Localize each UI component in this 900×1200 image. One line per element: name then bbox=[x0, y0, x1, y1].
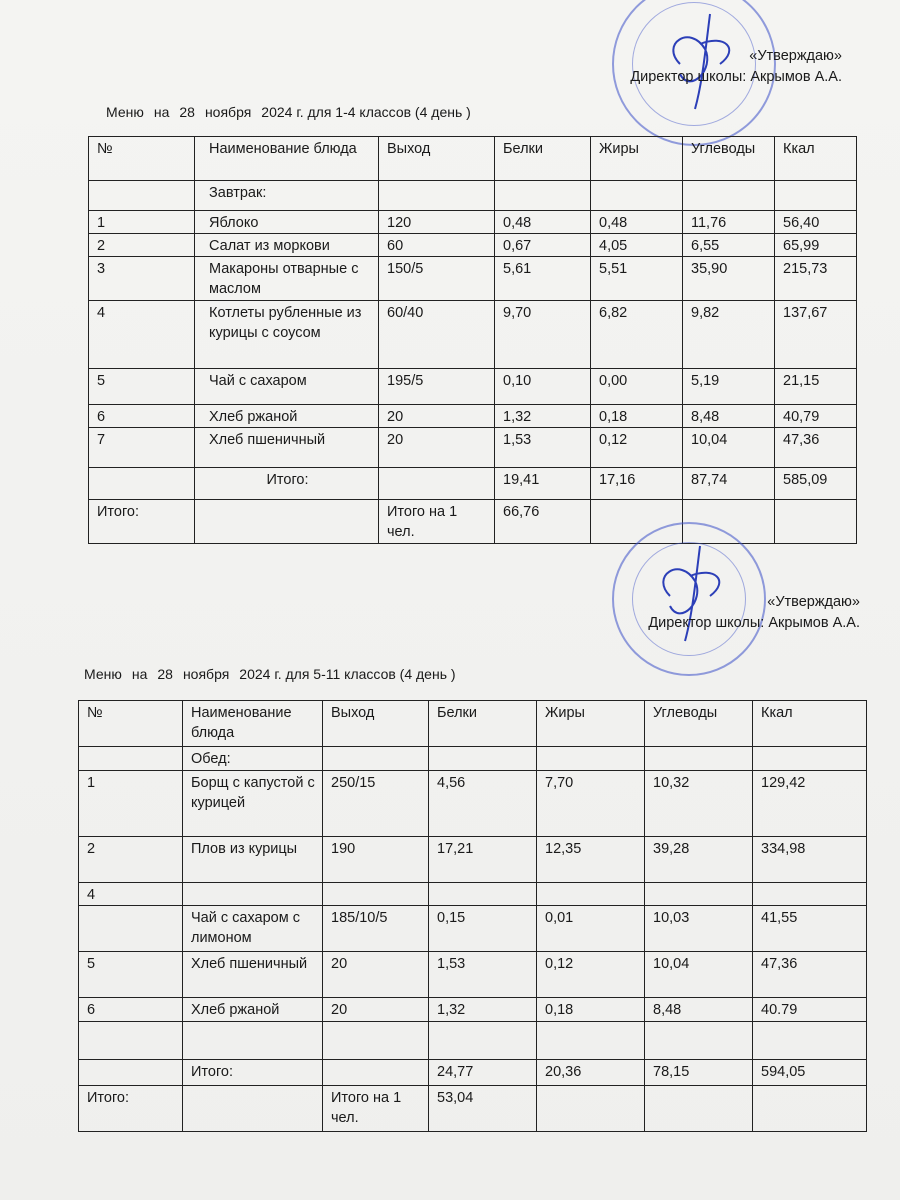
table-cell bbox=[775, 500, 857, 544]
table-cell: 10,04 bbox=[683, 428, 775, 468]
table-cell: 40,79 bbox=[775, 405, 857, 428]
table-row bbox=[79, 998, 867, 1022]
table-cell: 65,99 bbox=[775, 234, 857, 257]
table-cell bbox=[183, 1022, 323, 1060]
table-cell: Белки bbox=[429, 701, 537, 747]
table-cell bbox=[89, 468, 195, 500]
table-row bbox=[89, 405, 857, 428]
table-cell: 9,70 bbox=[495, 301, 591, 369]
table-cell: 0,15 bbox=[429, 906, 537, 952]
table-cell: 0,01 bbox=[537, 906, 645, 952]
table-cell: Итого на 1 чел. bbox=[323, 1086, 429, 1132]
table-cell bbox=[79, 747, 183, 771]
table-cell: 87,74 bbox=[683, 468, 775, 500]
table-cell: 0,18 bbox=[591, 405, 683, 428]
table-cell: 5,19 bbox=[683, 369, 775, 405]
table-cell bbox=[645, 747, 753, 771]
table-cell bbox=[591, 181, 683, 211]
table-cell: 12,35 bbox=[537, 837, 645, 883]
table-cell: Выход bbox=[379, 137, 495, 181]
table-cell: Хлеб ржаной bbox=[183, 998, 323, 1022]
table-cell: Котлеты рубленные из курицы с соусом bbox=[195, 301, 379, 369]
approval-block-2 bbox=[648, 592, 860, 634]
table-cell: Углеводы bbox=[683, 137, 775, 181]
table-cell: 120 bbox=[379, 211, 495, 234]
per-person-row bbox=[79, 1086, 867, 1132]
table-row bbox=[89, 428, 857, 468]
table-cell: 0,48 bbox=[495, 211, 591, 234]
table-cell: 66,76 bbox=[495, 500, 591, 544]
table-cell: 10,04 bbox=[645, 952, 753, 998]
table-header-row bbox=[89, 137, 857, 181]
table-cell: 7,70 bbox=[537, 771, 645, 837]
table-cell: Итого: bbox=[89, 500, 195, 544]
table-cell: 195/5 bbox=[379, 369, 495, 405]
table-cell: 1,53 bbox=[495, 428, 591, 468]
table-cell: 20 bbox=[379, 405, 495, 428]
table-row bbox=[79, 837, 867, 883]
table-row bbox=[79, 906, 867, 952]
table-cell: 5 bbox=[79, 952, 183, 998]
table-cell bbox=[753, 747, 867, 771]
table-cell: Итого: bbox=[195, 468, 379, 500]
table-cell bbox=[323, 1022, 429, 1060]
table-cell bbox=[537, 883, 645, 906]
table-cell: Ккал bbox=[775, 137, 857, 181]
table-row bbox=[89, 257, 857, 301]
table-cell bbox=[537, 1086, 645, 1132]
approval-word: «Утверждаю» bbox=[767, 594, 860, 610]
table-cell bbox=[379, 468, 495, 500]
table-cell: Итого на 1 чел. bbox=[379, 500, 495, 544]
table-cell: 190 bbox=[323, 837, 429, 883]
table-cell: 1 bbox=[89, 211, 195, 234]
table-cell: 250/15 bbox=[323, 771, 429, 837]
table-cell: 0,12 bbox=[591, 428, 683, 468]
table-cell: 4 bbox=[79, 883, 183, 906]
table-cell: Хлеб пшеничный bbox=[195, 428, 379, 468]
table-header-row bbox=[79, 701, 867, 747]
menu-caption-2: Меню на 28 ноября 2024 г. для 5-11 классов (4 день ) bbox=[84, 666, 456, 682]
table-cell: 60/40 bbox=[379, 301, 495, 369]
table-cell: 8,48 bbox=[683, 405, 775, 428]
table-cell bbox=[645, 1022, 753, 1060]
table-cell bbox=[323, 883, 429, 906]
director-name: Директор школы: Акрымов А.А. bbox=[648, 615, 860, 631]
table-cell: 17,21 bbox=[429, 837, 537, 883]
total-row bbox=[89, 468, 857, 500]
table-cell: 20,36 bbox=[537, 1060, 645, 1086]
table-cell: 0,00 bbox=[591, 369, 683, 405]
table-cell: Завтрак: bbox=[195, 181, 379, 211]
table-cell: 21,15 bbox=[775, 369, 857, 405]
table-cell bbox=[645, 883, 753, 906]
table-cell: 39,28 bbox=[645, 837, 753, 883]
table-cell: Итого: bbox=[183, 1060, 323, 1086]
table-cell: 0,18 bbox=[537, 998, 645, 1022]
meal-row bbox=[79, 747, 867, 771]
table-row bbox=[89, 234, 857, 257]
table-cell bbox=[429, 1022, 537, 1060]
table-cell: № bbox=[79, 701, 183, 747]
table-cell: 47,36 bbox=[753, 952, 867, 998]
table-cell: Макароны отварные с маслом bbox=[195, 257, 379, 301]
menu-table-grades-5-11 bbox=[78, 700, 867, 1132]
table-cell: Жиры bbox=[537, 701, 645, 747]
table-cell bbox=[495, 181, 591, 211]
table-cell: 137,67 bbox=[775, 301, 857, 369]
table-cell bbox=[537, 1022, 645, 1060]
table-cell: Салат из моркови bbox=[195, 234, 379, 257]
table-cell bbox=[753, 1022, 867, 1060]
table-cell: Чай с сахаром с лимоном bbox=[183, 906, 323, 952]
approval-block-1 bbox=[630, 46, 842, 88]
table-cell: 334,98 bbox=[753, 837, 867, 883]
table-cell: № bbox=[89, 137, 195, 181]
table-cell bbox=[645, 1086, 753, 1132]
table-cell: 215,73 bbox=[775, 257, 857, 301]
table-cell: Яблоко bbox=[195, 211, 379, 234]
table-cell bbox=[537, 747, 645, 771]
table-cell: Ккал bbox=[753, 701, 867, 747]
total-row bbox=[79, 1060, 867, 1086]
table-cell: 8,48 bbox=[645, 998, 753, 1022]
table-cell: 3 bbox=[89, 257, 195, 301]
table-cell: 185/10/5 bbox=[323, 906, 429, 952]
table-cell bbox=[429, 883, 537, 906]
table-cell: 1,53 bbox=[429, 952, 537, 998]
table-cell: 9,82 bbox=[683, 301, 775, 369]
table-cell bbox=[183, 883, 323, 906]
table-cell: 1,32 bbox=[429, 998, 537, 1022]
table-cell: Жиры bbox=[591, 137, 683, 181]
table-cell: Чай с сахаром bbox=[195, 369, 379, 405]
table-row bbox=[79, 771, 867, 837]
table-cell: 6 bbox=[79, 998, 183, 1022]
table-row bbox=[89, 211, 857, 234]
table-cell: 40.79 bbox=[753, 998, 867, 1022]
table-cell: 5,61 bbox=[495, 257, 591, 301]
table-cell: 20 bbox=[323, 998, 429, 1022]
table-cell: 47,36 bbox=[775, 428, 857, 468]
table-cell bbox=[379, 181, 495, 211]
table-cell: 150/5 bbox=[379, 257, 495, 301]
table-cell: 0,48 bbox=[591, 211, 683, 234]
per-person-row bbox=[89, 500, 857, 544]
table-cell bbox=[753, 1086, 867, 1132]
table-cell: 20 bbox=[323, 952, 429, 998]
table-cell: 2 bbox=[89, 234, 195, 257]
table-cell: Плов из курицы bbox=[183, 837, 323, 883]
table-cell: 19,41 bbox=[495, 468, 591, 500]
table-cell: 10,03 bbox=[645, 906, 753, 952]
table-cell: Выход bbox=[323, 701, 429, 747]
table-cell: 7 bbox=[89, 428, 195, 468]
table-cell bbox=[195, 500, 379, 544]
table-cell: Итого: bbox=[79, 1086, 183, 1132]
approval-word: «Утверждаю» bbox=[749, 48, 842, 64]
table-row bbox=[89, 369, 857, 405]
table-cell: 585,09 bbox=[775, 468, 857, 500]
table-cell: 17,16 bbox=[591, 468, 683, 500]
table-cell: 11,76 bbox=[683, 211, 775, 234]
table-cell: 6,82 bbox=[591, 301, 683, 369]
table-cell: 41,55 bbox=[753, 906, 867, 952]
table-cell: Наименование блюда bbox=[195, 137, 379, 181]
table-cell bbox=[79, 1060, 183, 1086]
table-cell: 1,32 bbox=[495, 405, 591, 428]
table-cell: Обед: bbox=[183, 747, 323, 771]
table-cell: 5 bbox=[89, 369, 195, 405]
table-cell bbox=[683, 181, 775, 211]
menu-caption-1: Меню на 28 ноября 2024 г. для 1-4 классов (4 день ) bbox=[106, 104, 471, 120]
table-cell: Хлеб пшеничный bbox=[183, 952, 323, 998]
table-cell: 4,05 bbox=[591, 234, 683, 257]
meal-row bbox=[89, 181, 857, 211]
table-cell bbox=[183, 1086, 323, 1132]
table-cell: 20 bbox=[379, 428, 495, 468]
table-cell: 129,42 bbox=[753, 771, 867, 837]
table-row bbox=[89, 301, 857, 369]
table-cell: 35,90 bbox=[683, 257, 775, 301]
table-cell: 4 bbox=[89, 301, 195, 369]
table-cell: 60 bbox=[379, 234, 495, 257]
table-row bbox=[79, 883, 867, 906]
table-cell bbox=[323, 1060, 429, 1086]
table-cell: 10,32 bbox=[645, 771, 753, 837]
table-cell: 4,56 bbox=[429, 771, 537, 837]
table-cell: 6,55 bbox=[683, 234, 775, 257]
table-cell bbox=[429, 747, 537, 771]
table-cell: Белки bbox=[495, 137, 591, 181]
table-cell bbox=[79, 1022, 183, 1060]
table-row bbox=[79, 1022, 867, 1060]
table-cell: 0,67 bbox=[495, 234, 591, 257]
table-cell: Углеводы bbox=[645, 701, 753, 747]
table-cell: 5,51 bbox=[591, 257, 683, 301]
director-name: Директор школы: Акрымов А.А. bbox=[630, 69, 842, 85]
table-cell: Хлеб ржаной bbox=[195, 405, 379, 428]
menu-table-grades-1-4 bbox=[88, 136, 857, 544]
table-cell: 24,77 bbox=[429, 1060, 537, 1086]
table-cell bbox=[323, 747, 429, 771]
table-cell: 594,05 bbox=[753, 1060, 867, 1086]
table-cell: 56,40 bbox=[775, 211, 857, 234]
table-cell bbox=[775, 181, 857, 211]
table-cell: 53,04 bbox=[429, 1086, 537, 1132]
table-cell bbox=[89, 181, 195, 211]
table-cell bbox=[753, 883, 867, 906]
table-cell: 2 bbox=[79, 837, 183, 883]
table-cell: 0,12 bbox=[537, 952, 645, 998]
table-cell: 78,15 bbox=[645, 1060, 753, 1086]
table-cell bbox=[79, 906, 183, 952]
table-cell: 0,10 bbox=[495, 369, 591, 405]
table-cell: Борщ с капустой с курицей bbox=[183, 771, 323, 837]
table-cell: 6 bbox=[89, 405, 195, 428]
table-cell: 1 bbox=[79, 771, 183, 837]
table-cell: Наименование блюда bbox=[183, 701, 323, 747]
table-row bbox=[79, 952, 867, 998]
